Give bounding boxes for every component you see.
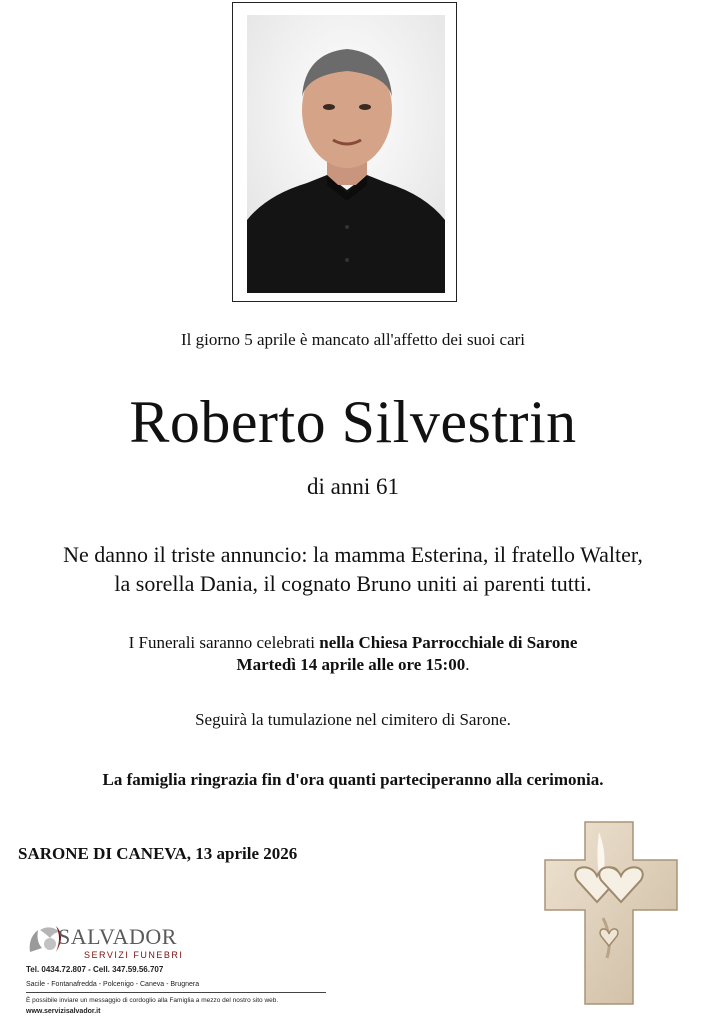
funeral-info xyxy=(0,632,706,676)
funeral-home-logo xyxy=(26,922,336,1022)
burial-text: Seguirà la tumulazione nel cimitero di Sarone. xyxy=(195,710,511,729)
funeral-place: nella Chiesa Parrocchiale di Sarone xyxy=(319,633,578,652)
announcement-line-1: Ne danno il triste annuncio: la mamma Esterina, il fratello Walter, xyxy=(63,542,643,567)
company-name: SALVADOR xyxy=(58,924,177,949)
announcement-line-2: la sorella Dania, il cognato Bruno uniti ai parenti tutti. xyxy=(114,571,592,596)
thanks-text: La famiglia ringrazia fin d'ora quanti parteciperanno alla cerimonia. xyxy=(102,770,604,789)
funeral-prefix: I Funerali saranno celebrati xyxy=(128,633,320,652)
company-website[interactable]: www.servizisalvador.it xyxy=(26,1008,101,1015)
funeral-line-1 xyxy=(0,632,706,654)
company-subtitle: SERVIZI FUNEBRI xyxy=(84,950,184,960)
age-text: di anni 61 xyxy=(307,474,399,499)
funeral-suffix: . xyxy=(465,655,470,674)
funeral-datetime: Martedì 14 aprile alle ore 15:00 xyxy=(236,655,466,674)
portrait-photo xyxy=(247,15,445,293)
logo-divider xyxy=(26,992,326,993)
place-date: SARONE DI CANEVA, 13 aprile 2026 xyxy=(18,844,298,863)
condolence-note: È possibile inviare un messaggio di cordoglio alla Famiglia a mezzo del nostro sito web. xyxy=(26,997,279,1004)
deceased-name: Roberto Silvestrin xyxy=(129,389,577,455)
announcement xyxy=(0,540,706,598)
funeral-line-2 xyxy=(0,654,706,676)
company-towns: Sacile - Fontanafredda - Polcenigo - Caneva - Brugnera xyxy=(26,981,200,988)
company-phone: Tel. 0434.72.807 - Cell. 347.59.56.707 xyxy=(26,965,164,974)
portrait-frame xyxy=(232,2,457,302)
hearts-cross-icon xyxy=(541,818,681,1008)
intro-text: Il giorno 5 aprile è mancato all'affetto dei suoi cari xyxy=(180,330,526,349)
